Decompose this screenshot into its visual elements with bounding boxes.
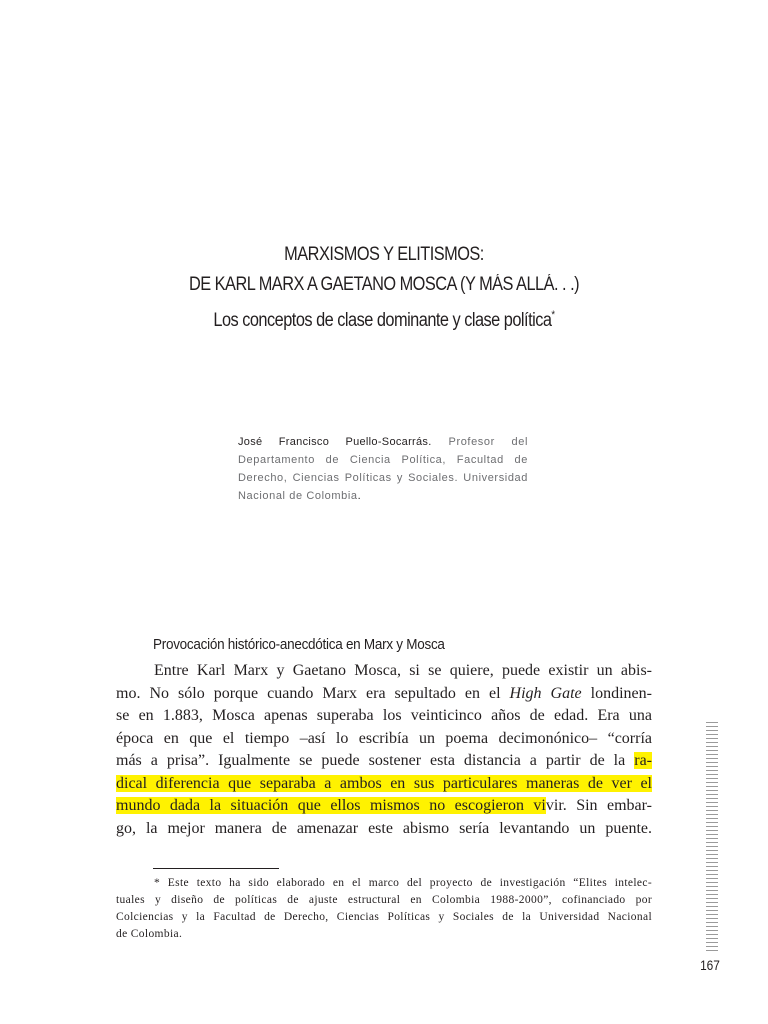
author-name-period: .: [428, 436, 432, 448]
body-line: [116, 773, 652, 796]
author-info: [238, 433, 528, 505]
footnote-divider: [153, 868, 279, 869]
footnote-line: Colciencias y la Facultad de Derecho, Ciencias Políticas y Sociales de la Universidad Nacional: [116, 911, 652, 923]
affiliation-period: .: [357, 490, 362, 502]
section-heading: Provocación histórico-anecdótica en Marx y Mosca: [153, 636, 445, 653]
body-line: Entre Karl Marx y Gaetano Mosca, si se quiere, puede existir un abis-: [154, 662, 652, 679]
body-text-segment: mo. No sólo porque cuando Marx era sepultado en el: [116, 684, 510, 702]
article-title: [0, 240, 768, 336]
highlighted-text: dical diferencia que separaba a ambos en sus particulares maneras de ver el: [116, 774, 652, 792]
highlighted-text: ra-: [634, 752, 652, 769]
footnote-line: * Este texto ha sido elaborado en el marco del proyecto de investigación “Elites intelec-: [154, 877, 652, 889]
subtitle-text: Los conceptos de clase dominante y clase política: [213, 310, 552, 331]
author-name: José Francisco Puello-Socarrás: [238, 436, 429, 448]
high-gate-italic: High Gate: [509, 684, 582, 702]
body-line: [116, 750, 652, 773]
body-line: [116, 683, 652, 706]
body-line: época en que el tiempo –así lo escribía un poema decimonónico– “corría: [116, 729, 652, 747]
title-footnote-marker: *: [551, 309, 555, 321]
footnote: [116, 875, 652, 943]
body-line: se en 1.883, Mosca apenas superaba los veinticinco años de edad. Era una: [116, 707, 652, 724]
page-number: 167: [700, 957, 720, 973]
title-line-1: MARXISMOS Y ELITISMOS:: [284, 244, 484, 265]
body-text-segment: más a prisa”. Igualmente se puede sostener esta distancia a partir de la: [116, 752, 635, 769]
body-line: go, la mejor manera de amenazar este abismo sería levantando un puente.: [116, 819, 652, 837]
author-affiliation: Profesor del Departamento de Ciencia Política, Facultad de Derecho, Ciencias Políticas y Sociales. Universidad Nacional de Colombia: [238, 436, 528, 502]
body-text-segment: londinen-: [581, 684, 652, 702]
title-line-3: [54, 300, 714, 336]
footnote-line: tuales y diseño de políticas de ajuste estructural en Colombia 1988-2000”, cofinanciado por: [116, 894, 652, 906]
highlighted-text: mundo dada la situación que ellos mismos no escogieron vi: [116, 797, 546, 814]
footnote-line: de Colombia.: [116, 928, 183, 940]
title-line-2: DE KARL MARX A GAETANO MOSCA (Y MÁS ALLÁ. . .): [188, 274, 580, 295]
margin-tick-marks: [706, 722, 718, 954]
body-line: [116, 795, 652, 818]
body-text-segment: vir. Sin embar-: [545, 797, 652, 814]
body-paragraph: [116, 660, 652, 840]
